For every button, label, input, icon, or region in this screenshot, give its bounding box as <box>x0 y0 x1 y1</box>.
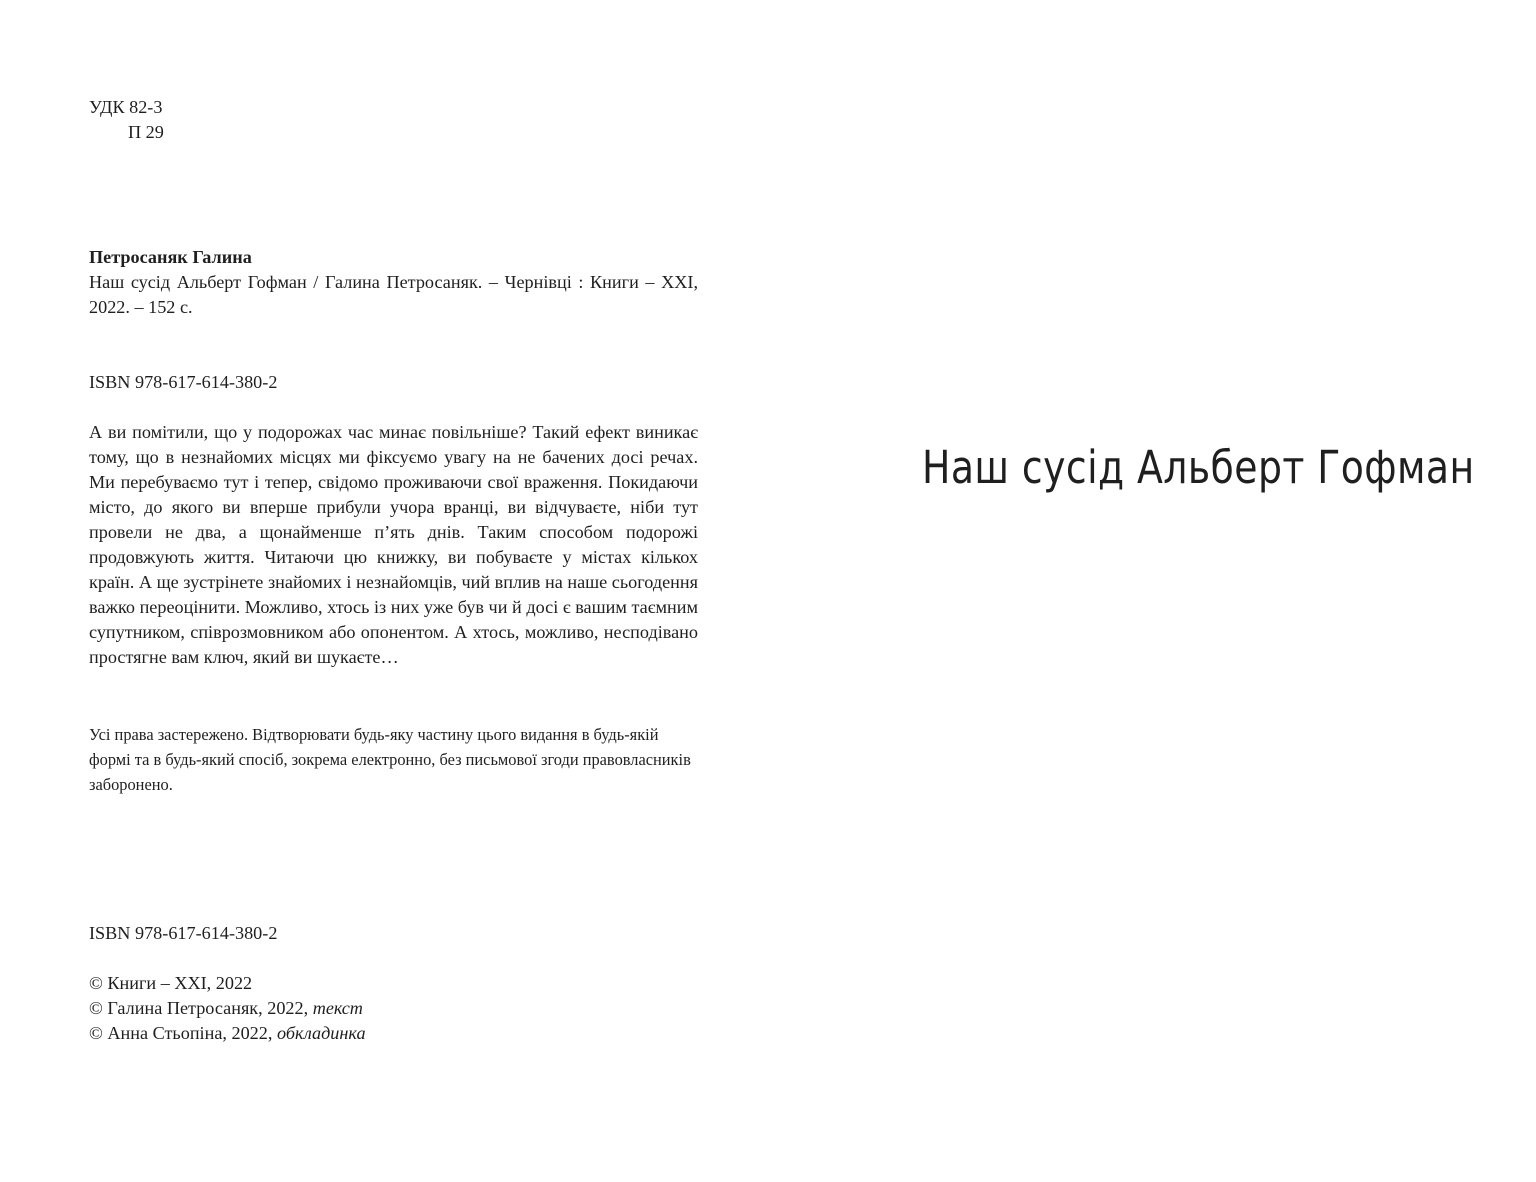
isbn-top: ISBN 978-617-614-380-2 <box>89 372 278 392</box>
copyright-list <box>89 971 366 1046</box>
copyright-publisher-text: © Книги – XXI, 2022 <box>89 973 253 993</box>
copyright-author-text: © Галина Петросаняк, 2022, <box>89 998 313 1018</box>
rights-notice: Усі права застережено. Відтворювати будь-яку частину цього видання в будь-якій формі та в будь-який спосіб, зокрема електронно, без письмової згоди правовласників заборонено. <box>89 725 691 794</box>
book-title: Наш сусід Альберт Гофман <box>922 441 1475 494</box>
udk-code: УДК 82-3 <box>89 97 163 117</box>
author-mark: П 29 <box>128 122 164 142</box>
copyright-cover <box>89 1021 366 1046</box>
copyright-cover-role: обкладинка <box>276 1023 366 1043</box>
annotation: А ви помітили, що у подорожах час минає повільніше? Такий ефект виникає тому, що в незнайомих місцях ми фіксуємо увагу на не бачених досі речах. Ми перебуваємо тут і тепер, свідомо проживаючи свої враження. Покидаючи місто, до якого ви вперше прибули учора вранці, ви відчуваєте, ніби тут провели не два, а щонайменше п’ять днів. Таким способом подорожі продовжують життя. Читаючи цю книжку, ви побуваєте у містах кількох країн. А ще зустрінете знайомих і незнайомців, чий вплив на наше сьогодення важко переоцінити. Можливо, хтось із них уже був чи й досі є вашим таємним супутником, співрозмовником або опонентом. А хтось, можливо, несподівано простягне вам ключ, який ви шукаєте… <box>89 422 698 667</box>
isbn-bottom: ISBN 978-617-614-380-2 <box>89 923 278 943</box>
bibliographic-description: Наш сусід Альберт Гофман / Галина Петросаняк. – Чернівці : Книги – XXI, 2022. – 152 с. <box>89 272 698 317</box>
copyright-author <box>89 996 366 1021</box>
bibliographic-record <box>89 245 698 320</box>
copyright-publisher <box>89 971 366 996</box>
copyright-author-role: текст <box>312 998 363 1018</box>
title-page <box>768 0 1536 1182</box>
author-name: Петросаняк Галина <box>89 247 252 267</box>
copyright-cover-text: © Анна Стьопіна, 2022, <box>89 1023 277 1043</box>
udk-classification <box>89 95 164 145</box>
